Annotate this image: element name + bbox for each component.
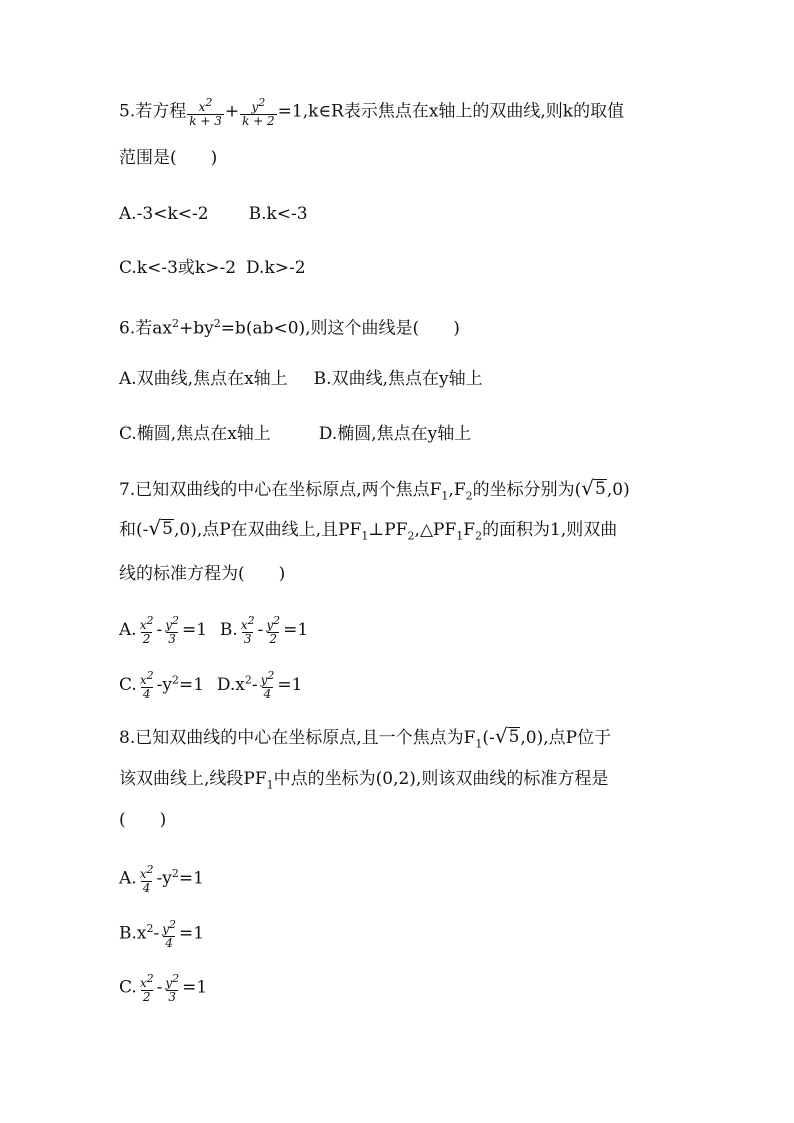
q7-options-row1	[119, 614, 308, 646]
q6-option-c[interactable]: C.椭圆,焦点在x轴上	[119, 424, 271, 444]
q7-stem-line3: 线的标准方程为( )	[119, 564, 286, 584]
q5-suffix: =1,k∈R表示焦点在x轴上的双曲线,则k的取值	[277, 101, 625, 122]
sqrt-icon: √ 5	[148, 516, 173, 540]
q7-stem-line1: 7.已知双曲线的中心在坐标原点,两个焦点$F_1,F_2$的坐标分别为( √ 5 ,0)	[119, 476, 630, 503]
q5-fraction-y: $\frac{y^2}{k + 2}$	[242, 96, 275, 128]
q5-option-d[interactable]: D.k>-2	[246, 258, 306, 278]
q7-stem-line2: 和(- √ 5 ,0),点P在双曲线上,且$PF_1\perp PF_2,\triangle PF_1F_2$的面积为1,则双曲	[119, 516, 618, 543]
q7-option-b[interactable]: B. $\frac{x^2}{3}$ - $\frac{y^2}{2}$ =1	[219, 614, 309, 646]
q6-option-d[interactable]: D.椭圆,焦点在y轴上	[318, 424, 472, 444]
q5-option-a[interactable]: A.-3<k<-2	[119, 204, 209, 224]
q5-options-row2	[119, 256, 306, 280]
q8-stem-line2: 该双曲线上,线段$PF_1$中点的坐标为(0,2),则该双曲线的标准方程是	[119, 769, 609, 792]
q8-option-b[interactable]: $B.x^2-$ $\frac{y^2}{4}$ =1	[119, 918, 205, 951]
q8-stem-line1: 8.已知双曲线的中心在坐标原点,且一个焦点为$F_1(-$ √ 5 ,0),点P位于	[119, 724, 612, 751]
q5-stem-line1	[119, 96, 624, 128]
q5-options-row1	[119, 202, 308, 226]
q7-option-a[interactable]: A. $\frac{x^2}{2}$ - $\frac{y^2}{3}$ =1	[119, 614, 208, 646]
q7-option-c[interactable]: C. $\frac{x^2}{4}$ $-y^2=1$	[119, 669, 205, 702]
q5-option-c[interactable]: C.k<-3或k>-2	[119, 258, 237, 278]
q6-stem: 6.若$ax^2+by^2=b(ab<0)$,则这个曲线是( )	[119, 317, 460, 339]
q5-stem-line2: 范围是( )	[119, 148, 218, 168]
q5-fraction-x: $\frac{x^2}{k + 3}$	[189, 96, 222, 128]
q6-options-row1	[119, 367, 483, 391]
q8-option-c[interactable]: C. $\frac{x^2}{2}$ - $\frac{y^2}{3}$ =1	[119, 972, 208, 1004]
q6-option-b[interactable]: B.双曲线,焦点在y轴上	[313, 369, 483, 389]
sqrt-icon: √ 5	[581, 476, 606, 500]
q5-prefix: 5.若方程	[119, 101, 187, 122]
q7-option-d[interactable]: $D.x^2-$ $\frac{y^2}{4}$ =1	[216, 669, 303, 702]
sqrt-icon: √ 5	[494, 724, 520, 748]
q8-option-a[interactable]: A. $\frac{x^2}{4}$ $-y^2=1$	[119, 863, 204, 896]
q6-option-a[interactable]: A.双曲线,焦点在x轴上	[119, 369, 288, 389]
q5-option-b[interactable]: B.k<-3	[248, 204, 308, 224]
q7-options-row2	[119, 668, 302, 701]
q8-stem-line3: ( )	[119, 810, 167, 830]
q5-plus: +	[224, 101, 240, 122]
q6-options-row2	[119, 422, 471, 446]
